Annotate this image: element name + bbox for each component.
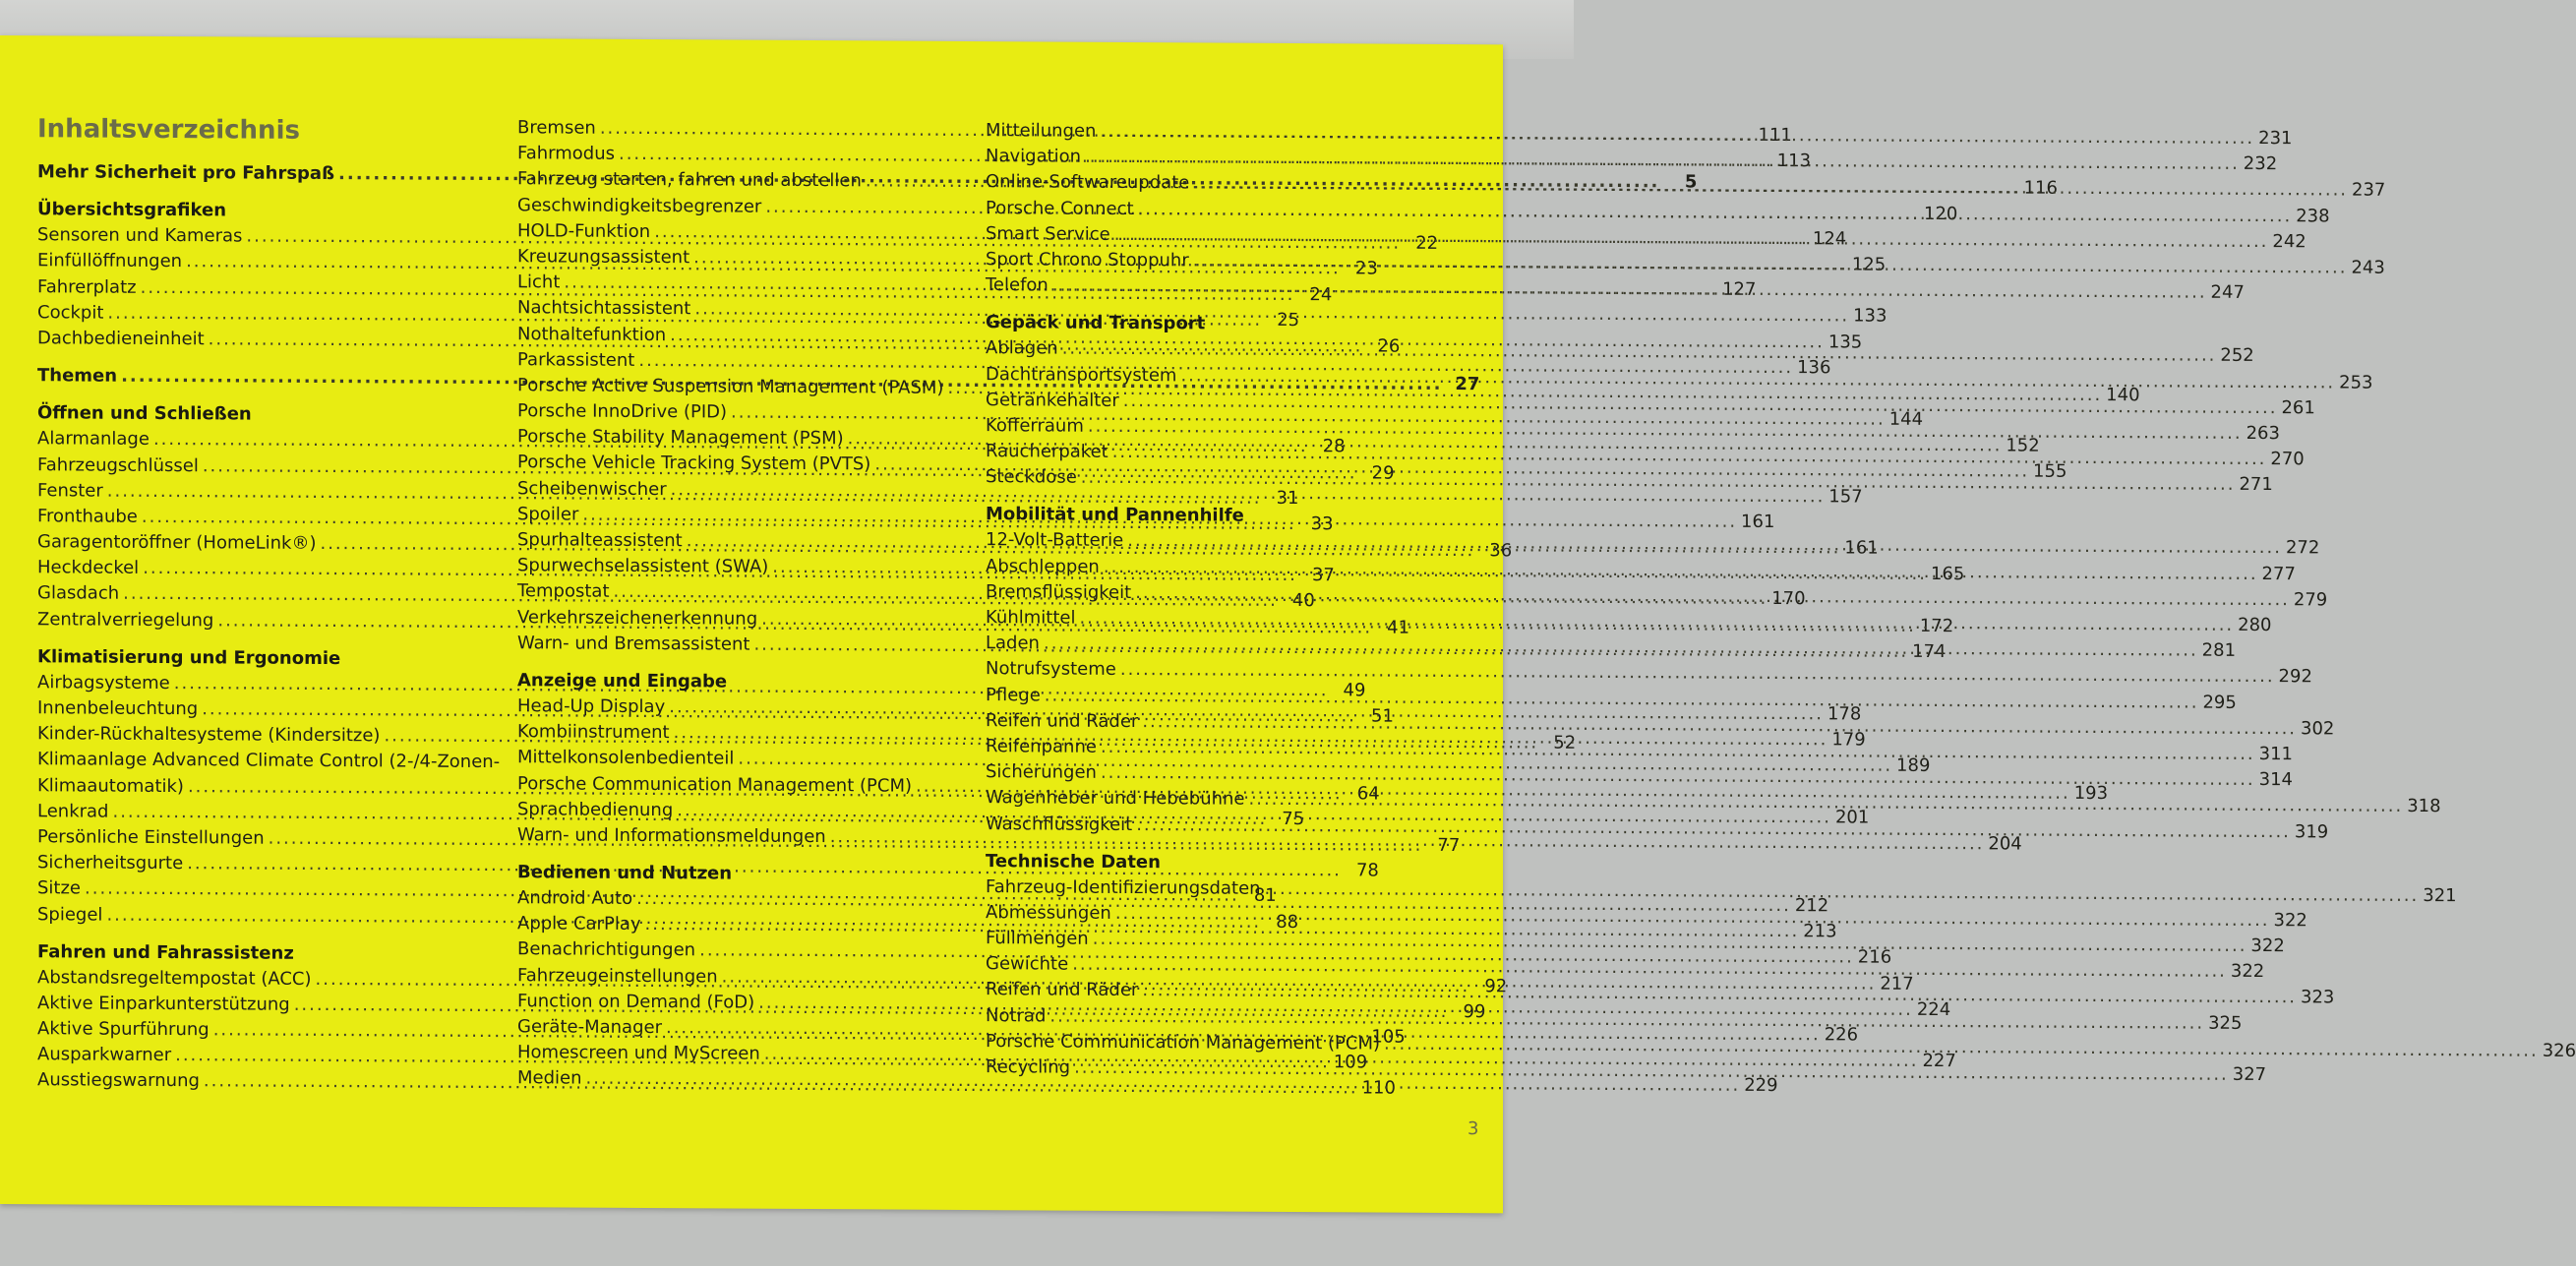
toc-entry-title: Spurwechselassistent (SWA): [517, 555, 769, 577]
toc-entry-page: 189: [1896, 755, 1931, 777]
toc-entry-page: 110: [1361, 1077, 1396, 1100]
toc-entry-title: Reifen und Räder: [986, 709, 1139, 732]
toc-entry-title: Zentralverriegelung: [37, 608, 214, 631]
toc-entry-title: Nachtsichtassistent: [517, 297, 691, 320]
toc-entry-title: Geräte-Manager: [517, 1016, 662, 1039]
toc-entry-page: 41: [1387, 617, 1410, 638]
toc-entry-page: 311: [2258, 743, 2294, 765]
toc-entry-title: Ablagen: [986, 337, 1058, 359]
toc-entry-page: 170: [1771, 588, 1806, 610]
toc-entry-page: 36: [1489, 540, 1513, 562]
toc-entry-page: 326: [2542, 1040, 2576, 1061]
toc-entry-page: 161: [1741, 511, 1775, 532]
toc-entry-page: 31: [1276, 487, 1299, 509]
toc-entry-page: 124: [1812, 228, 1847, 250]
toc-entry-title: Pflege: [986, 684, 1041, 706]
toc-entry-title: Ausstiegswarnung: [37, 1069, 200, 1092]
toc-entry-title: Klimaanlage Advanced Climate Control (2-/4-Zonen-: [37, 749, 501, 773]
toc-entry-page: 135: [1827, 331, 1863, 353]
toc-entry-title: Porsche Vehicle Tracking System (PVTS): [517, 452, 871, 475]
toc-entry-page: 25: [1277, 309, 1300, 331]
toc-entry-title: Sprachbedienung: [517, 798, 674, 820]
toc-entry-page: 323: [2301, 987, 2335, 1008]
toc-entry-title: Sitze: [37, 877, 82, 899]
toc-entry-title: Themen: [37, 365, 118, 387]
toc-entry-title: Fahrzeug-Identifizierungsdaten: [986, 875, 1261, 899]
toc-entry-page: 144: [1888, 408, 1924, 431]
section-heading: Gepäck und Transport: [986, 312, 1206, 334]
toc-entry-title: HOLD-Funktion: [517, 219, 651, 242]
toc-entry-title: Mehr Sicherheit pro Fahrspaß: [37, 161, 335, 185]
toc-entry-title: Medien: [517, 1067, 582, 1089]
toc-entry-page: 216: [1857, 946, 1892, 969]
toc-entry-title: Porsche Stability Management (PSM): [517, 426, 844, 450]
toc-entry-title: Sicherungen: [986, 761, 1097, 783]
toc-entry-page: 24: [1309, 283, 1333, 305]
toc-entry-page: 88: [1276, 911, 1299, 933]
toc-entry-title: Raucherpaket: [986, 441, 1108, 462]
toc-entry-title: Glasdach: [37, 582, 120, 605]
toc-entry-title: Porsche InnoDrive (PID): [517, 400, 728, 423]
toc-entry-title: Spoiler: [517, 504, 579, 525]
toc-entry-page: 78: [1355, 860, 1379, 881]
toc-entry-title: Aktive Einparkunterstützung: [37, 993, 290, 1015]
toc-entry-title: Geschwindigkeitsbegrenzer: [517, 194, 762, 217]
toc-entry-title: Laden: [986, 633, 1040, 654]
toc-entry-title: Spiegel: [37, 903, 103, 926]
toc-entry-page: 37: [1311, 565, 1335, 586]
toc-entry-page: 302: [2301, 718, 2335, 740]
toc-entry-title: Ausparkwarner: [37, 1044, 172, 1066]
toc-entry-page: 292: [2278, 666, 2312, 688]
toc-entry-page: 178: [1827, 703, 1862, 725]
toc-entry-title: Tempostat: [517, 580, 610, 603]
toc-entry-title: Wagenheber und Hebebühne: [986, 787, 1245, 811]
toc-entry: [37, 748, 509, 776]
toc-entry-page: 325: [2208, 1012, 2243, 1034]
toc-entry-page: 319: [2294, 820, 2329, 842]
toc-entry-page: 105: [1371, 1026, 1406, 1048]
toc-entry-page: 92: [1484, 975, 1508, 997]
toc-entry-page: 243: [2351, 257, 2385, 278]
toc-entry-page: 193: [2073, 782, 2109, 804]
toc-entry-title: Gewichte: [986, 953, 1069, 975]
toc-entry-page: 27: [1455, 374, 1480, 395]
toc-entry-page: 33: [1310, 513, 1334, 535]
toc-entry-page: 238: [2296, 205, 2330, 227]
toc-entry-page: 136: [1797, 356, 1831, 379]
toc-entry-page: 277: [2261, 563, 2296, 584]
toc-entry-title: Füllmengen: [986, 928, 1089, 949]
toc-entry-page: 40: [1291, 590, 1315, 612]
section-heading: Technische Daten: [986, 850, 1161, 873]
toc-entry-page: 116: [2023, 177, 2058, 200]
toc-entry-title: Heckdeckel: [37, 557, 140, 579]
section-heading: Klimatisierung und Ergonomie: [37, 646, 341, 669]
toc-entry-title: Sicherheitsgurte: [37, 852, 184, 874]
toc-entry-title: Fronthaube: [37, 506, 138, 527]
toc-entry-page: 140: [2106, 384, 2140, 406]
toc-entry-page: 28: [1322, 436, 1346, 457]
toc-entry-title: Head-Up Display: [517, 695, 666, 718]
toc-entry-page: 322: [2250, 935, 2285, 957]
toc-entry-page: 204: [1988, 833, 2022, 855]
toc-entry-title: Lenkrad: [37, 800, 109, 822]
toc-entry-page: 281: [2201, 639, 2237, 662]
toc-entry-title: Spurhalteassistent: [517, 529, 683, 552]
toc-entry-title: Warn- und Informationsmeldungen: [517, 824, 826, 848]
toc-entry-page: 161: [1844, 537, 1879, 559]
toc-entry-title: Licht: [517, 271, 561, 293]
toc-entry-title: Recycling: [986, 1056, 1071, 1078]
toc-entry-page: 314: [2258, 769, 2293, 791]
toc-entry-title: Bremsen: [517, 117, 596, 139]
toc-entry-title: Einfüllöffnungen: [37, 250, 183, 272]
toc-entry-title: 12-Volt-Batterie: [986, 529, 1124, 552]
toc-entry-page: 261: [2281, 396, 2315, 419]
toc-entry-title: Steckdose: [986, 466, 1077, 488]
toc-entry-title: Parkassistent: [517, 348, 635, 371]
toc-entry-title: Abstandsregeltempostat (ACC): [37, 966, 312, 990]
section-heading: Fahren und Fahrassistenz: [37, 940, 294, 964]
toc-entry-page: 226: [1824, 1024, 1859, 1046]
toc-entry-page: 99: [1463, 1000, 1486, 1023]
toc-entry-title: Kinder-Rückhaltesysteme (Kindersitze): [37, 723, 381, 747]
toc-entry-page: 279: [2293, 589, 2328, 611]
toc-entry-page: 52: [1553, 732, 1577, 754]
toc-entry-page: 322: [2230, 961, 2265, 983]
toc-entry-title: Porsche Communication Management (PCM): [517, 772, 912, 797]
toc-entry-page: 229: [1744, 1075, 1778, 1097]
toc-entry-page: 157: [1828, 485, 1863, 508]
toc-entry-page: 271: [2239, 474, 2273, 496]
toc-entry-page: 125: [1851, 254, 1887, 275]
toc-entry-page: 237: [2352, 179, 2386, 202]
toc-entry-title: Fahrzeugeinstellungen: [517, 964, 718, 988]
toc-entry-title: Warn- und Bremsassistent: [517, 632, 750, 655]
toc-entry-title: Kühlmittel: [986, 607, 1076, 629]
toc-entry-page: 23: [1354, 258, 1378, 279]
toc-entry-page: 295: [2202, 692, 2237, 713]
toc-entry-page: 280: [2238, 614, 2272, 636]
toc-entry-page: 174: [1912, 640, 1947, 662]
toc-entry-title: Cockpit: [37, 301, 104, 324]
toc-entry-page: 127: [1722, 278, 1757, 301]
toc-entry-title: Dachtransportsystem: [986, 363, 1177, 386]
toc-entry-page: 77: [1437, 834, 1461, 857]
toc-entry-page: 120: [1924, 203, 1958, 224]
toc-entry-page: 179: [1831, 729, 1866, 751]
toc-entry-title: Porsche Connect: [986, 197, 1134, 219]
section-heading: Öffnen und Schließen: [37, 402, 252, 425]
toc-entry-page: 263: [2246, 422, 2280, 445]
page-title: Inhaltsverzeichnis: [37, 114, 300, 146]
toc-entry-title: Abmessungen: [986, 901, 1111, 924]
toc-entry-page: 152: [2006, 435, 2040, 456]
toc-entry-title: Verkehrszeichenerkennung: [517, 606, 758, 630]
toc-entry-title: Porsche Communication Management (PCM): [986, 1030, 1380, 1055]
toc-entry-page: 253: [2339, 372, 2373, 393]
toc-entry-title: Fahrzeug starten, fahren und abstellen: [517, 168, 862, 192]
toc-entry-page: 75: [1282, 808, 1305, 829]
toc-entry-page: 29: [1371, 462, 1395, 484]
toc-entry-page: 270: [2270, 449, 2305, 470]
toc-entry-title: Aktive Spurführung: [37, 1018, 210, 1041]
toc-entry-title: Bremsflüssigkeit: [986, 580, 1132, 603]
toc-entry-page: 113: [1776, 151, 1812, 172]
toc-entry-title: Android Auto: [517, 887, 633, 909]
toc-entry-title: Alarmanlage: [37, 428, 150, 451]
toc-entry-title: Apple CarPlay: [517, 913, 641, 935]
toc-entry-title: Mittelkonsolenbedienteil: [517, 747, 735, 769]
toc-entry-page: 232: [2243, 153, 2278, 175]
section-heading: Bedienen und Nutzen: [517, 862, 733, 884]
toc-entry-title: Notrufsysteme: [986, 658, 1116, 681]
toc-entry-page: 318: [2407, 796, 2441, 817]
page-number: 3: [1468, 1118, 1479, 1140]
toc-entry: [986, 656, 2312, 688]
toc-entry-title: Abschleppen: [986, 555, 1100, 577]
toc-entry-page: 64: [1356, 782, 1380, 805]
toc-entry-title: Notrad: [986, 1004, 1047, 1027]
toc-entry-title: Airbagsysteme: [37, 672, 170, 693]
section-heading: Übersichtsgrafiken: [37, 199, 227, 221]
toc-entry-page: 22: [1415, 232, 1439, 255]
toc-entry-title: Garagentoröffner (HomeLink®): [37, 531, 317, 555]
section-heading: Mobilität und Pannenhilfe: [986, 504, 1244, 527]
toc-entry-title: Kofferraum: [986, 414, 1084, 437]
toc-entry-title: Online-Softwareupdate: [986, 171, 1190, 194]
toc-entry-page: 272: [2285, 537, 2320, 559]
toc-entry-title: Navigation: [986, 146, 1082, 167]
toc-entry-title: Reifen und Räder: [986, 979, 1139, 1001]
toc-entry-page: 49: [1343, 680, 1366, 701]
toc-entry-page: 217: [1880, 973, 1914, 995]
manual-page: [0, 35, 2576, 1213]
toc-entry-page: 109: [1333, 1052, 1368, 1073]
toc-entry-page: 155: [2033, 461, 2067, 483]
toc-entry-title: Fahrmodus: [517, 143, 615, 165]
toc-entry-title: Benachrichtigungen: [517, 938, 696, 961]
toc-entry-title: Kombiinstrument: [517, 721, 670, 744]
toc-entry-page: 165: [1931, 564, 1965, 585]
toc-entry-title: Innenbeleuchtung: [37, 697, 199, 720]
toc-entry: [986, 683, 2237, 713]
toc-entry-title: Fahrzeugschlüssel: [37, 453, 199, 476]
toc-entry-page: 201: [1834, 807, 1870, 828]
toc-entry-page: 231: [2258, 128, 2293, 150]
toc-entry-title: Smart Service: [986, 222, 1110, 245]
toc-entry-title: Dachbedieneinheit: [37, 328, 205, 350]
toc-entry-title: Scheibenwischer: [517, 477, 667, 500]
toc-entry-title: Reifenpanne: [986, 736, 1097, 757]
toc-entry-title: Klimaautomatik): [37, 774, 184, 797]
toc-entry-title: Function on Demand (FoD): [517, 991, 755, 1013]
toc-entry-title: Sensoren und Kameras: [37, 224, 243, 247]
toc-entry-page: 327: [2232, 1063, 2267, 1086]
toc-entry-title: Telefon: [986, 274, 1048, 296]
toc-entry-title: Getränkehalter: [986, 389, 1119, 411]
toc-entry-title: Porsche Active Suspension Management (PASM): [517, 375, 944, 398]
toc-entry-page: 5: [1684, 171, 1698, 193]
toc-entry-title: Fenster: [37, 479, 103, 502]
toc-entry-page: 172: [1919, 615, 1954, 636]
toc-entry-title: Nothaltefunktion: [517, 323, 667, 345]
toc-entry-page: 51: [1371, 705, 1394, 727]
toc-entry-page: 81: [1253, 885, 1277, 907]
section-heading: Anzeige und Eingabe: [517, 670, 728, 693]
toc-entry-page: 26: [1377, 335, 1401, 357]
toc-entry-title: Mitteilungen: [986, 120, 1097, 142]
toc-entry-page: 252: [2220, 345, 2254, 367]
toc-entry-page: 227: [1922, 1051, 1956, 1072]
toc-entry-title: Waschflüssigkeit: [986, 813, 1133, 835]
toc-entry-page: 213: [1803, 921, 1837, 942]
toc-entry-title: Fahrerplatz: [37, 275, 137, 298]
toc-entry-page: 212: [1794, 895, 1829, 917]
toc-entry-page: 247: [2210, 281, 2245, 304]
toc-entry-page: 322: [2273, 909, 2307, 932]
toc-entry-page: 111: [1758, 124, 1792, 147]
toc-entry-page: 242: [2272, 230, 2306, 253]
toc-entry-title: Persönliche Einstellungen: [37, 826, 265, 849]
toc-entry-title: Homescreen und MyScreen: [517, 1042, 760, 1064]
toc-entry-page: 224: [1916, 998, 1951, 1020]
toc-entry-title: Kreuzungsassistent: [517, 246, 690, 269]
toc-entry-title: Sport Chrono Stoppuhr: [986, 249, 1189, 271]
toc-entry-page: 133: [1853, 305, 1887, 328]
toc-entry-page: 321: [2423, 884, 2457, 906]
